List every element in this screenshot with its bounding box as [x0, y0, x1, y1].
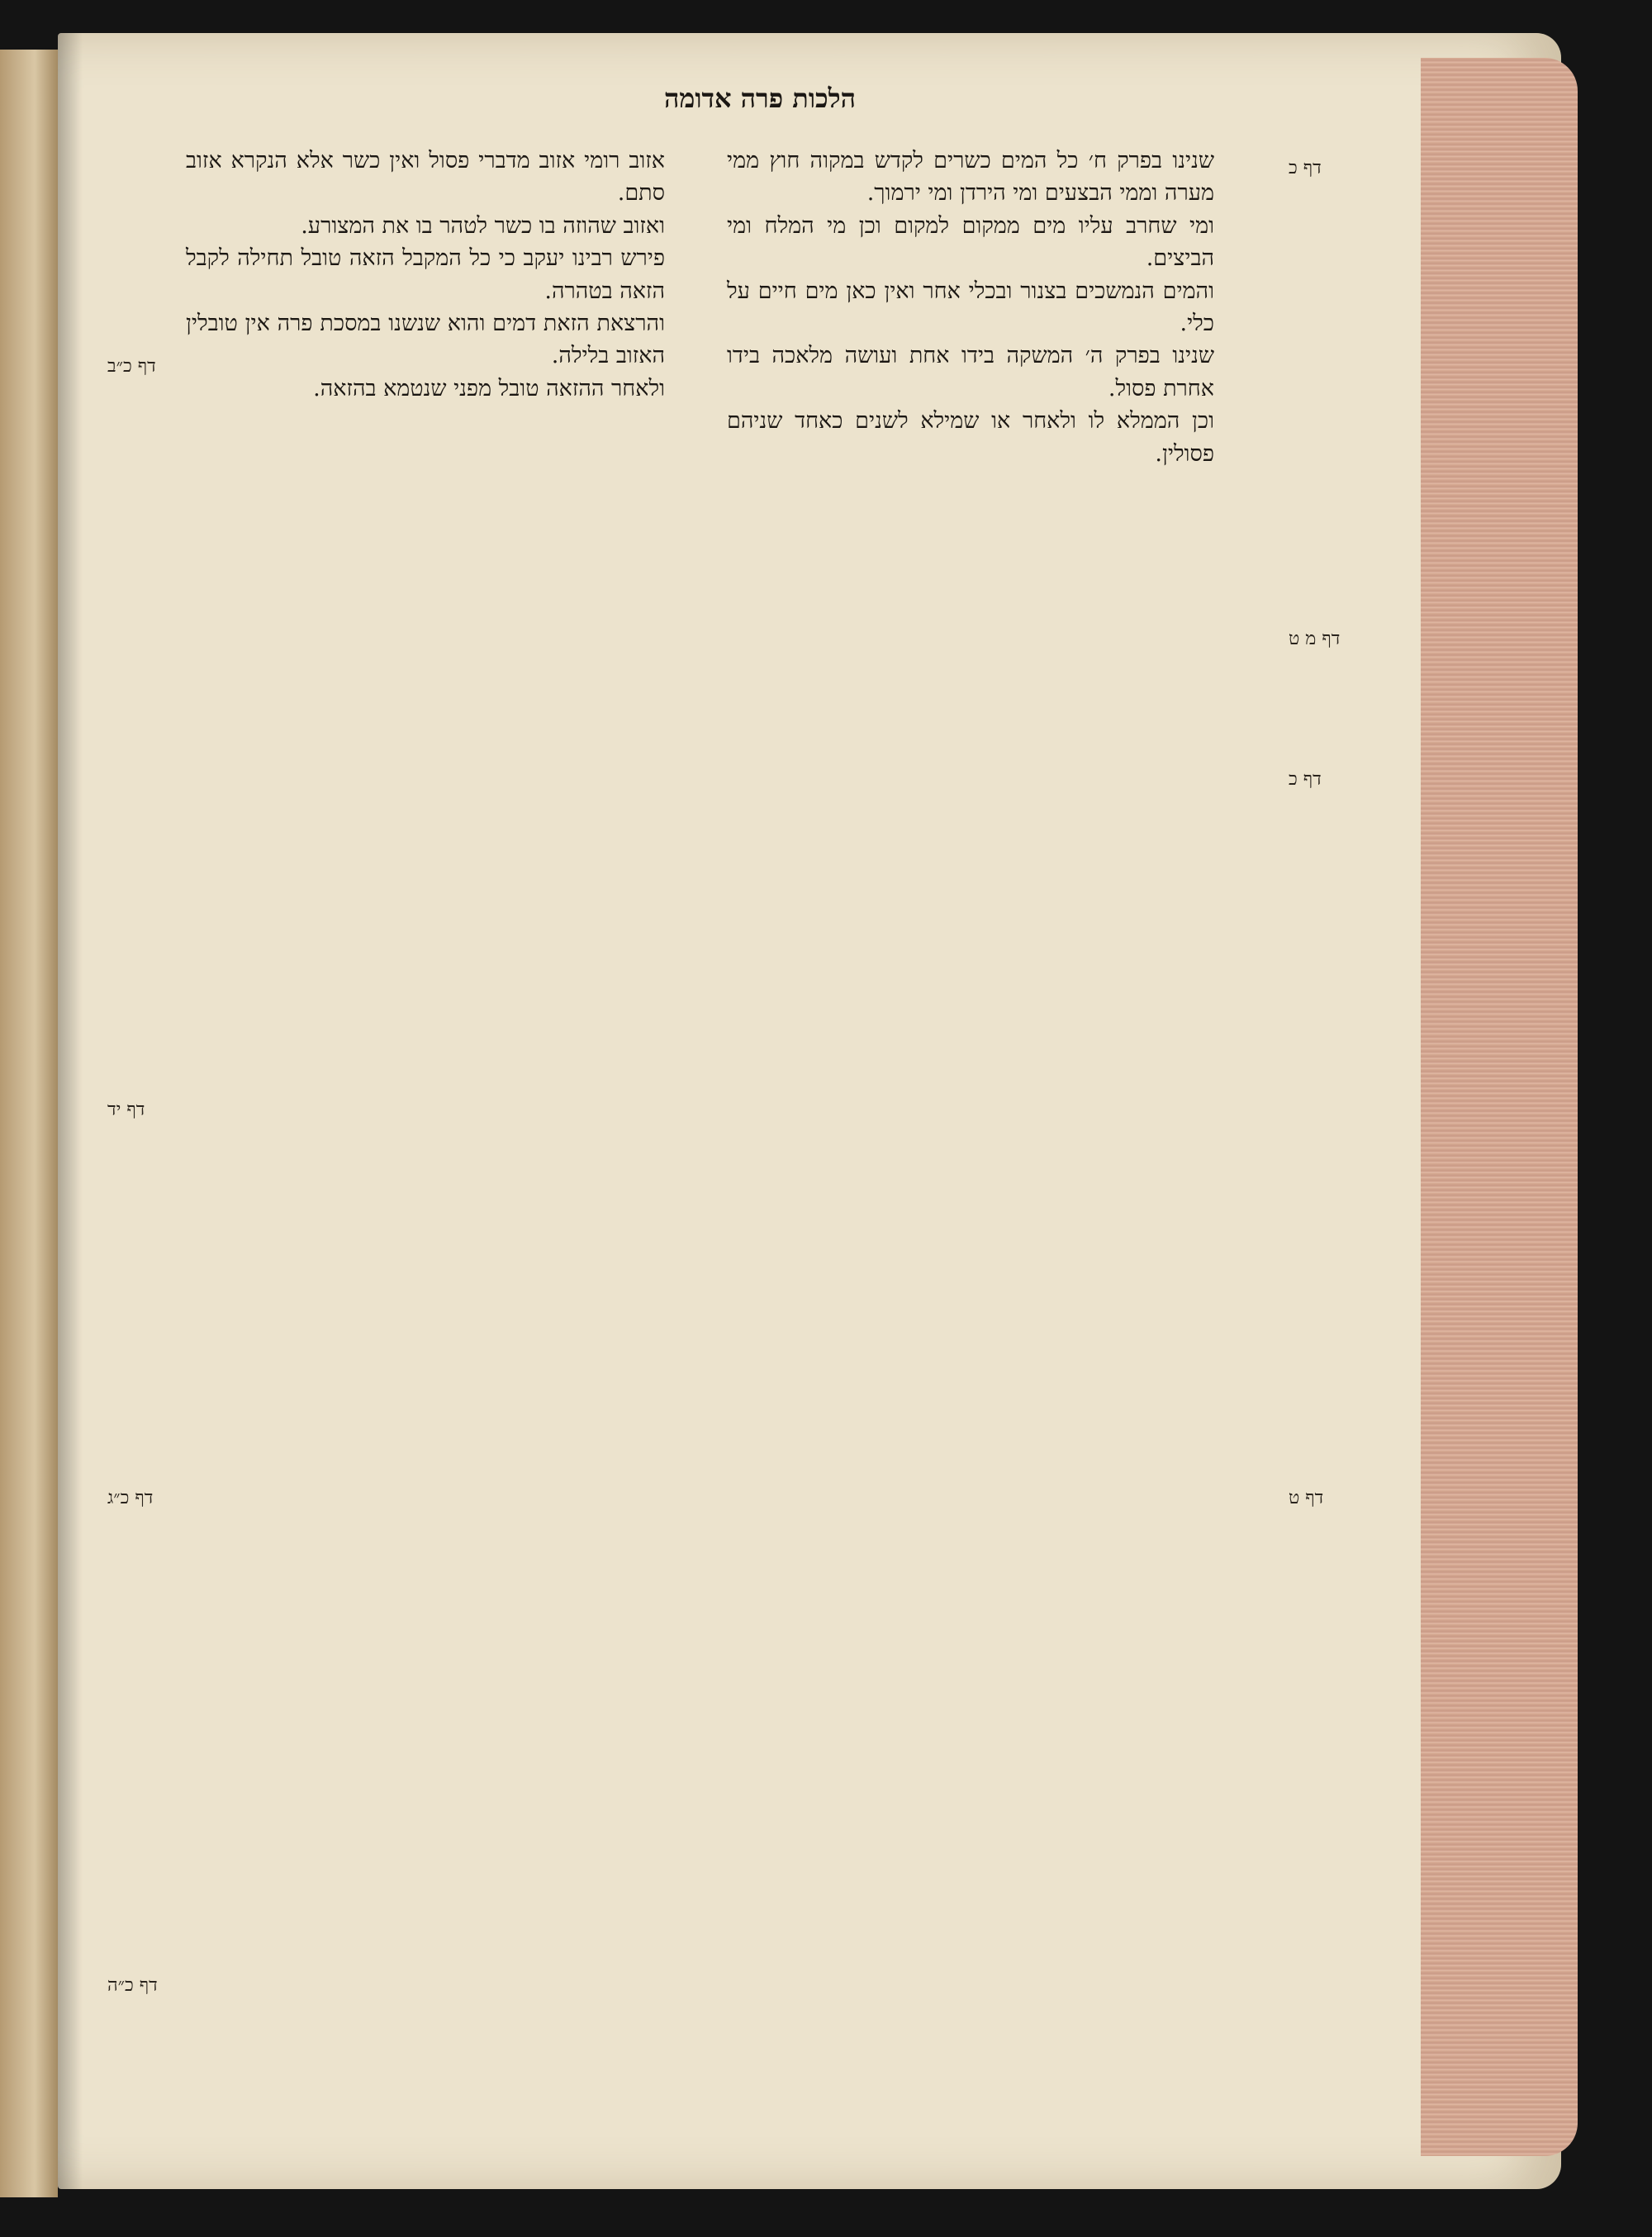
paragraph: ואזוב שהוזה בו כשר לטהר בו את המצורע.	[301, 212, 665, 239]
paragraph: ומי שחרב עליו מים ממקום למקום וכן מי המלח ומי הביצים.	[727, 212, 1214, 272]
previous-page-edge	[0, 50, 58, 2197]
margin-note: דף כ	[1289, 158, 1322, 178]
margin-note: דף כ״ג	[107, 1488, 154, 1508]
left-text-column	[186, 145, 665, 405]
paragraph: והרצאת הזאת דמים והוא שנשנו במסכת פרה אין טובלין האזוב בלילה.	[186, 311, 665, 369]
margin-note: דף כ״ב	[107, 356, 156, 377]
paragraph: שנינו בפרק ה׳ המשקה בידו אחת ועושה מלאכה בידו אחרת פסול.	[727, 343, 1214, 401]
margin-note: דף מ ט	[1289, 629, 1341, 649]
paragraph: פירש רבינו יעקב כי כל המקבל הזאה טובל תחילה לקבל הזאה בטהרה.	[186, 245, 665, 304]
paragraph: ולאחר ההזאה טובל מפני שנטמא בהזאה.	[313, 375, 665, 401]
right-text-column	[727, 145, 1214, 470]
paragraph: והמים הנמשכים בצנור ובכלי אחר ואין כאן מים חיים על כלי.	[727, 278, 1214, 337]
paragraph: וכן הממלא לו ולאחר או שמילא לשנים כאחד שניהם פסולין.	[727, 408, 1214, 467]
page-fore-edge	[1421, 58, 1578, 2156]
margin-note: דף כ״ה	[107, 1975, 158, 1996]
margin-note: דף כ	[1289, 769, 1322, 790]
paragraph: אזוב רומי אזוב מדברי פסול ואין כשר אלא הנקרא אזוב סתם.	[186, 148, 665, 207]
running-head: הלכות פרה אדומה	[663, 83, 857, 114]
gutter-shadow	[58, 33, 83, 2189]
margin-note: דף ט	[1289, 1488, 1324, 1508]
margin-note: דף יד	[107, 1100, 145, 1120]
paragraph: שנינו בפרק ח׳ כל המים כשרים לקדש במקוה חוץ ממי מערה וממי הבצעים ומי הירדן ומי ירמוך.	[727, 148, 1214, 207]
